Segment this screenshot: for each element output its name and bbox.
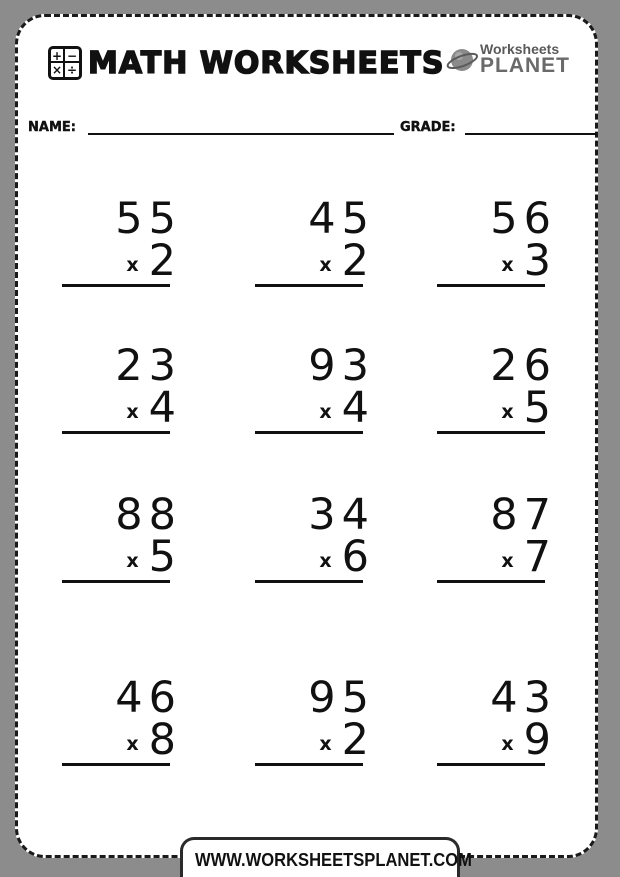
multiplicand: 55 — [115, 194, 182, 244]
multiplicand: 46 — [115, 673, 182, 723]
times-sign: x — [126, 401, 139, 423]
multiplicand: 93 — [308, 341, 375, 391]
worksheet-header — [48, 42, 444, 84]
plus-symbol: + — [51, 49, 65, 63]
divide-symbol: ÷ — [66, 63, 78, 77]
multiplier-row — [501, 385, 551, 431]
multiplicand: 23 — [115, 341, 182, 391]
multiplier-row — [319, 238, 369, 284]
multiplier-row — [501, 534, 551, 580]
multiplication-problem — [437, 492, 567, 602]
answer-line[interactable] — [62, 431, 170, 434]
multiplicand: 26 — [490, 341, 557, 391]
times-sign: x — [319, 254, 332, 276]
multiplier-row — [126, 717, 176, 763]
multiplicand: 88 — [115, 490, 182, 540]
multiplication-problem — [255, 675, 385, 785]
multiplier: 8 — [148, 715, 176, 765]
times-symbol: × — [51, 63, 65, 77]
multiplication-problem — [437, 343, 567, 453]
multiplication-problem — [255, 492, 385, 602]
multiplier: 9 — [523, 715, 551, 765]
times-sign: x — [319, 733, 332, 755]
multiplier: 2 — [148, 236, 176, 286]
name-label: NAME: — [28, 120, 76, 135]
answer-line[interactable] — [437, 763, 545, 766]
multiplicand: 45 — [308, 194, 375, 244]
answer-line[interactable] — [255, 763, 363, 766]
multiplication-problem — [62, 196, 192, 306]
multiplier-row — [126, 385, 176, 431]
grade-label: GRADE: — [400, 120, 456, 135]
answer-line[interactable] — [62, 580, 170, 583]
multiplication-problem — [62, 492, 192, 602]
times-sign: x — [501, 401, 514, 423]
footer-tab — [180, 837, 472, 877]
worksheets-planet-logo — [444, 40, 574, 80]
multiplication-problem — [437, 675, 567, 785]
grade-field[interactable] — [465, 133, 597, 135]
multiplicand: 43 — [490, 673, 557, 723]
multiplicand: 95 — [308, 673, 375, 723]
website-url: WWW.WORKSHEETSPLANET.COM — [195, 850, 472, 870]
multiplication-problem — [255, 196, 385, 306]
multiplier: 5 — [148, 532, 176, 582]
answer-line[interactable] — [62, 284, 170, 287]
times-sign: x — [126, 254, 139, 276]
multiplier: 4 — [341, 383, 369, 433]
times-sign: x — [319, 401, 332, 423]
times-sign: x — [126, 550, 139, 572]
multiplicand: 56 — [490, 194, 557, 244]
logo-text-top: Worksheets — [480, 41, 560, 57]
multiplicand: 87 — [490, 490, 557, 540]
times-sign: x — [501, 733, 514, 755]
multiplication-problem — [437, 196, 567, 306]
times-sign: x — [319, 550, 332, 572]
page-title: MATH WORKSHEETS — [88, 45, 445, 81]
multiplier-row — [501, 238, 551, 284]
answer-line[interactable] — [255, 431, 363, 434]
multiplier: 6 — [341, 532, 369, 582]
times-sign: x — [501, 254, 514, 276]
multiplier-row — [319, 717, 369, 763]
multiplier: 2 — [341, 236, 369, 286]
multiplier-row — [126, 534, 176, 580]
multiplier-row — [319, 534, 369, 580]
multiplier: 4 — [148, 383, 176, 433]
multiplicand: 34 — [308, 490, 375, 540]
multiplier-row — [126, 238, 176, 284]
multiplication-problem — [62, 675, 192, 785]
multiplier: 5 — [523, 383, 551, 433]
multiplier: 3 — [523, 236, 551, 286]
times-sign: x — [126, 733, 139, 755]
answer-line[interactable] — [437, 431, 545, 434]
multiplier: 7 — [523, 532, 551, 582]
answer-line[interactable] — [437, 284, 545, 287]
multiplier-row — [501, 717, 551, 763]
multiplication-problem — [255, 343, 385, 453]
multiplication-problem — [62, 343, 192, 453]
times-sign: x — [501, 550, 514, 572]
logo-text-bottom: PLANET — [480, 54, 570, 77]
multiplier: 2 — [341, 715, 369, 765]
answer-line[interactable] — [62, 763, 170, 766]
calculator-icon — [48, 46, 82, 80]
answer-line[interactable] — [255, 580, 363, 583]
answer-line[interactable] — [437, 580, 545, 583]
answer-line[interactable] — [255, 284, 363, 287]
minus-symbol: − — [66, 49, 78, 63]
multiplier-row — [319, 385, 369, 431]
planet-icon — [446, 44, 478, 76]
name-field[interactable] — [88, 133, 394, 135]
